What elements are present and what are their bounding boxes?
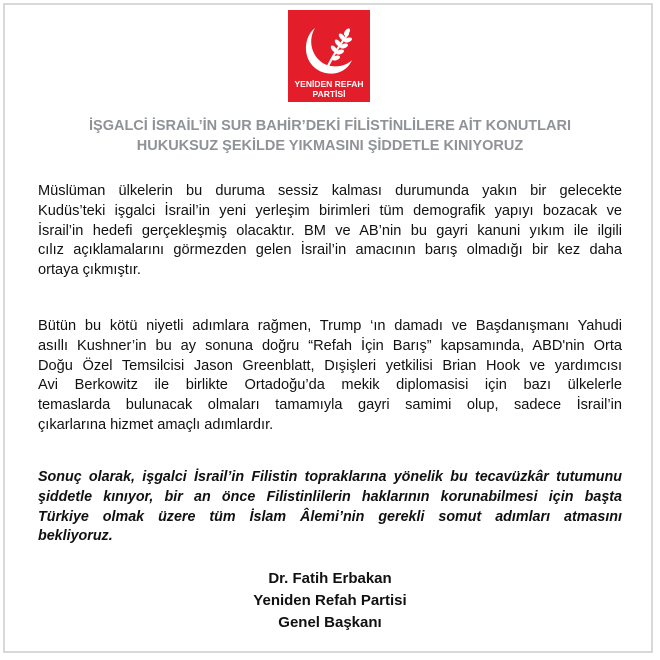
paragraph-1-line: İsrail’in hedefi gerçekleşmiş olacaktır. BM ve AB’nin bu gayri kanuni yıkım ile ilgili: [38, 222, 622, 239]
paragraph-2-line: çıkarlarına hizmet amaçlı adımlardır.: [38, 416, 274, 433]
paragraph-3-line: bekliyoruz.: [38, 528, 113, 545]
paragraph-3-conclusion: [38, 468, 622, 547]
headline-line2: HUKUKSUZ ŞEKİLDE YIKMASINI ŞİDDETLE KINIYORUZ: [136, 138, 524, 154]
logo-text-line2: PARTİSİ: [312, 89, 346, 99]
paragraph-3-line: şiddetle kınıyor, bir an önce Filistinlilerin haklarının korunabilmesi için başta: [38, 488, 622, 505]
paragraph-2-line: Doğu Özel Temsilcisi Jason Greenblatt, Dışişleri yetkilisi Brian Hook ve yardımcısı: [38, 357, 622, 374]
paragraph-2: [38, 317, 622, 436]
paragraph-2-line: Avi Berkowitz ile birlikte Ortadoğu’da mekik diplomasisi için bazı ülkelerle: [38, 377, 622, 394]
logo-text-line1: YENİDEN REFAH: [294, 79, 364, 89]
paragraph-1-line: Kudüs’teki işgalci İsrail’in yeni yerleşim birimleri tüm demografik yapıyı bozacak ve: [38, 202, 622, 219]
signature-name: Dr. Fatih Erbakan: [268, 570, 392, 587]
paragraph-1-line: ortaya çıkmıştır.: [38, 262, 141, 279]
paragraph-2-line: asıllı Kushner’in bu ay sonuna doğru “Refah İçin Barış” kapsamında, ABD'nin Orta: [38, 337, 622, 354]
paragraph-2-line: temaslarda bulunacak olmaları tamamıyla gayri samimi olup, sadece İsrail’in: [38, 397, 622, 414]
signature-party: Yeniden Refah Partisi: [253, 592, 407, 609]
paragraph-1-line: Müslüman ülkelerin bu duruma sessiz kalması durumunda yakın bir gelecekte: [38, 183, 622, 199]
paragraph-3-line: Türkiye olmak üzere tüm İslam Âlemi’nin gerekli somut adımları atmasını: [38, 508, 622, 525]
party-logo: [288, 10, 370, 102]
paragraph-1: [38, 182, 622, 281]
paragraph-3-line: Sonuç olarak, işgalci İsrail’in Filistin topraklarına yönelik bu tecavüzkâr tutumunu: [38, 469, 622, 485]
signature-title: Genel Başkanı: [278, 614, 382, 631]
headline-line1: İŞGALCİ İSRAİL’İN SUR BAHİR’DEKİ FİLİSTİNLİLERE AİT KONUTLARI: [89, 118, 571, 134]
paragraph-1-line: cılız açıklamalarını görmezden gelen İsrail’in amacının barış olmadığı bir kez daha: [38, 242, 622, 259]
paragraph-2-line: Bütün bu kötü niyetli adımlara rağmen, Trump ‘ın damadı ve Başdanışmanı Yahudi: [38, 318, 622, 334]
